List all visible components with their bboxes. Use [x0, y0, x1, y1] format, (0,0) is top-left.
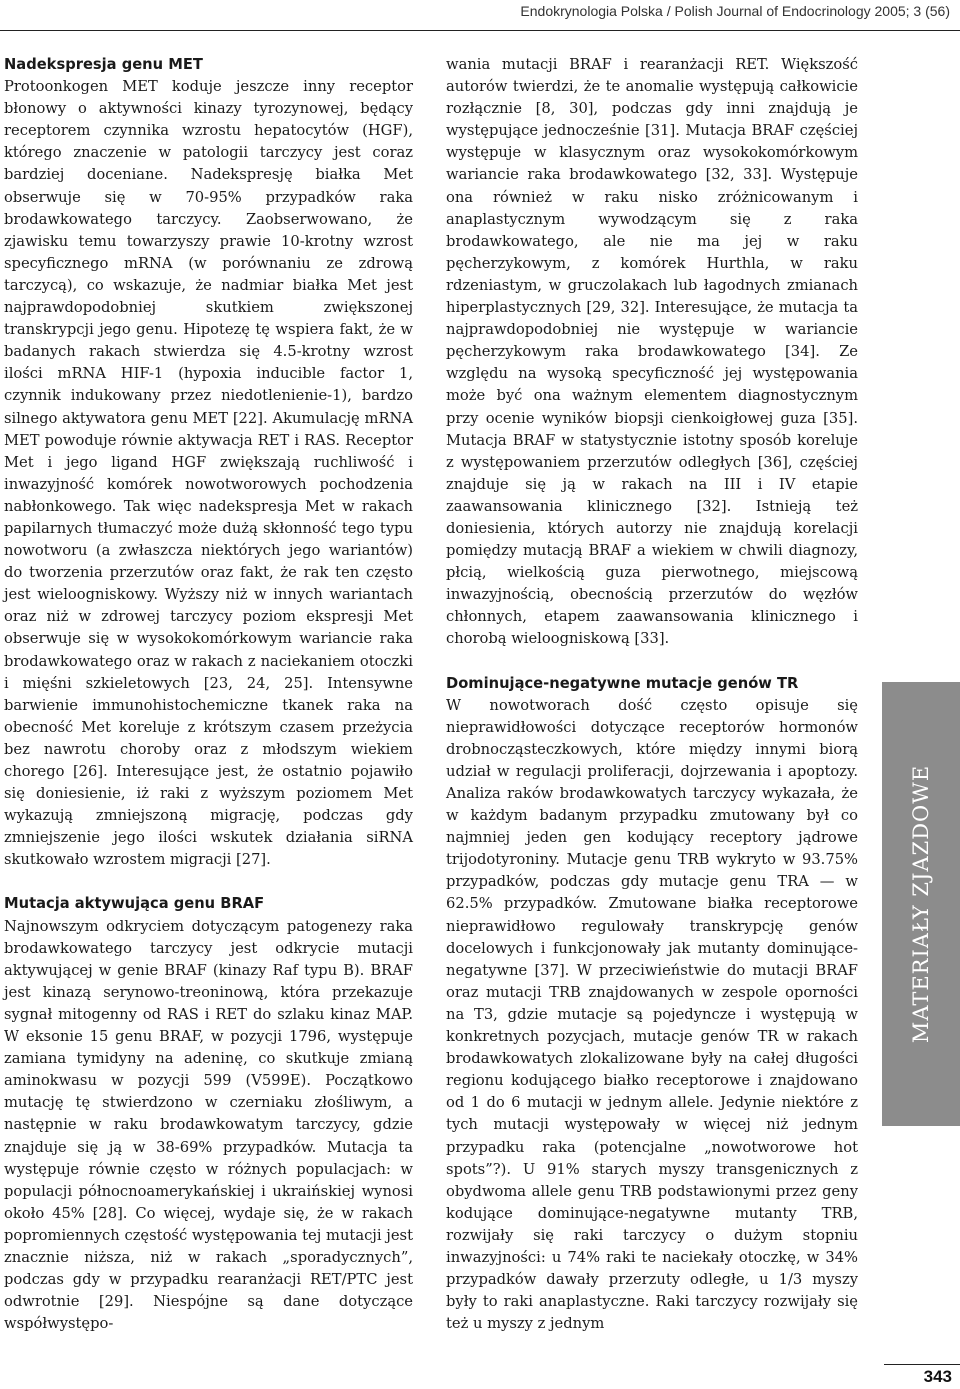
- section-side-tab: [882, 682, 960, 1126]
- heading-braf: Mutacja aktywująca genu BRAF: [4, 895, 265, 913]
- left-column: [4, 54, 413, 1335]
- heading-met: Nadekspresja genu MET: [4, 56, 203, 73]
- paragraph-braf-continued: wania mutacji BRAF i rearanżacji RET. Większość autorów twierdzi, że te anomalie występują całkowicie rozłącznie [8, 30], podczas gdy inni znajdują je występujące jednocześnie [31]. Mutacja BRAF częściej występuje w klasycznym oraz wysokokomórkowym wariancie raka brodawkowatego [32, 33]. Występuje ona również w raku nisko zróżnicowanym i anaplastycznym wywodzącym się z raka brodawkowatego, ale nie ma jej w raku pęcherzykowym, z komórek Hurthla, w raku rdzeniastym, w gruczolakach lub łagodnych zmianach hiperplastycznych [29, 32]. Interesujące, że mutacja ta najprawdopodobniej nie występuje w wariancie pęcherzykowym raka brodawkowatego [34]. Ze względu na wysoką specyficzność jej występowania może być ona ważnym elementem diagnostycznym przy ocenie wyników biopsji cienkoigłowej guza [35]. Mutacja BRAF w statystycznie istotny sposób koreluje z występowaniem przerzutów odległych [36], częściej znajduje się ją w rakach na III i IV etapie zaawansowania klinicznego [32]. Istnieją też doniesienia, których autorzy nie znajdują korelacji pomiędzy mutacją BRAF a wiekiem w chwili diagnozy, płcią, wielkością guza pierwotnego, miejscową inwazyjnością, obecnością przerzutów do węzłów chłonnych, etapem zaawansowania klinicznego i chorobą wieloogniskową [33].: [446, 56, 858, 648]
- running-head: [0, 0, 960, 31]
- running-head-text: Endokrynologia Polska / Polish Journal of Endocrinology 2005; 3 (56): [520, 3, 950, 19]
- section-gap: [446, 651, 858, 673]
- heading-tr: Dominujące-negatywne mutacje genów TR: [446, 674, 799, 692]
- paragraph-tr: W nowotworach dość często opisuje się nieprawidłowości dotyczące receptorów hormonów drobnocząsteczkowych, które między innymi biorą udział w regulacji proliferacji, dojrzewania i apoptozy. Analiza raków brodawkowatych tarczycy wykazała, że w każdym badanym przypadku zmutowany był co najmniej jeden gen kodujący receptory jądrowe trijodotyroniny. Mutacje genu TRB wykryto w 93.75% przypadków, podczas gdy mutacje genu TRA — w 62.5% przypadków. Zmutowane białka receptorowe nieprawidłowo regulowały transkrypcję genów docelowych i funkcjonowały jak mutanty dominujące-negatywne [37]. W przeciwieństwie do mutacji BRAF oraz mutacji TRB znajdowanych w zespole oporności na T3, gdzie mutacje są pojedyncze i występują w konkretnych pozycjach, mutacje genów TR w rakach brodawkowatych zlokalizowane były na całej długości regionu kodującego białko receptorowe i znajdowano od 1 do 6 mutacji w jednym allele. Jedynie niektóre z tych mutacji występowały w więcej niż jednym przypadku raka (potencjalne „nowotworowe hot spots”?). U 91% starych myszy transgenicznych z obydwoma allele genu TRB podstawionymi przez geny kodujące dominujące-negatywne mutanty TRB, rozwijały się raki tarczycy o dużym stopniu inwazyjności: u 74% raki te naciekały otoczkę, w 34% przypadków dawały przerzuty odległe, u 1/3 myszy były to raki anaplastyczne. Raki tarczycy rozwijały się też u myszy z jednym: [446, 696, 858, 1333]
- right-column: [446, 54, 858, 1335]
- side-tab-label: MATERIAŁY ZJAZDOWE: [909, 764, 933, 1044]
- paragraph-met: Protoonkogen MET koduje jeszcze inny receptor błonowy o aktywności kinazy tyrozynowej, będący receptorem czynnika wzrostu hepatocytów (HGF), którego znaczenie w patologii tarczycy jest coraz bardziej doceniane. Nadekspresję białka Met obserwuje się w 70-95% przypadków raka brodawkowatego tarczycy. Zaobserwowano, że zjawisku temu towarzyszy prawie 10-krotny wzrost specyficznego mRNA (w porównaniu ze zdrową tarczycą), co wskazuje, że nadmiar białka Met jest najprawdopodobniej skutkiem zwiększonej transkrypcji jego genu. Hipotezę tę wspiera fakt, że w badanych rakach stwierdza się 4.5-krotny wzrost ilości mRNA HIF-1 (hypoxia inducible factor 1, czynnik indukowany przez niedotlenienie-1), bardzo silnego aktywatora genu MET [22]. Akumulację mRNA MET powoduje równie aktywacja RET i RAS. Receptor Met i jego ligand HGF zwiększają ruchliwość i inwazyjność komórek nowotworowych pochodzenia nabłonkowego. Tak więc nadekspresja Met w rakach papilarnych tłumaczyć może dużą skłonność tego typu nowotworu (a zwłaszcza niektórych jego wariantów) do tworzenia przerzutów oraz fakt, że rak ten często jest wieloogniskowy. Wyższy niż w innych wariantach oraz niż w zdrowej tarczycy poziom ekspresji Met obserwuje się w wysokokomórkowym wariancie raka brodawkowatego oraz w rakach z naciekaniem otoczki i mięśni szkieletowych [23, 24, 25]. Intensywne barwienie immunohistochemiczne tkanek raka na obecność Met koreluje z krótszym czasem przeżycia bez nawrotu choroby oraz z młodszym wiekiem chorego [26]. Interesujące jest, że ostatnio pojawiło się doniesienie, iż raki z wyższym poziomem Met wykazują zmniejszoną migrację, podczas gdy zmniejszenie jego ilości wskutek działania siRNA skutkowało wzrostem migracji [27].: [4, 78, 413, 869]
- section-gap: [4, 871, 413, 893]
- page-number: 343: [884, 1364, 960, 1389]
- paragraph-braf: Najnowszym odkryciem dotyczącym patogenezy raka brodawkowatego tarczycy jest odkrycie mutacji aktywującej w genie BRAF (kinazy Raf typu B). BRAF jest kinazą serynowo-treoninową, która przekazuje sygnał mitogenny od RAS i RET do szlaku kinaz MAP. W eksonie 15 genu BRAF, w pozycji 1796, występuje zamiana tymidyny na adeninę, co skutkuje zmianą aminokwasu w pozycji 599 (V599E). Początkowo mutację tę stwierdzono w czerniaku złośliwym, a następnie w raku brodawkowatym tarczycy, gdzie znajduje się ją w 38-69% przypadków. Mutacja ta występuje równie często w różnych populacjach: w populacji północnoamerykańskiej i ukraińskiej wynosi około 45% [28]. Co więcej, wydaje się, że w rakach popromiennych częstość występowania tej mutacji jest znacznie niższa, niż w rakach „sporadycznych”, podczas gdy w przypadku rearanżacji RET/PTC jest odwrotnie [29]. Niespójne są dane dotyczące współwystępo-: [4, 917, 413, 1333]
